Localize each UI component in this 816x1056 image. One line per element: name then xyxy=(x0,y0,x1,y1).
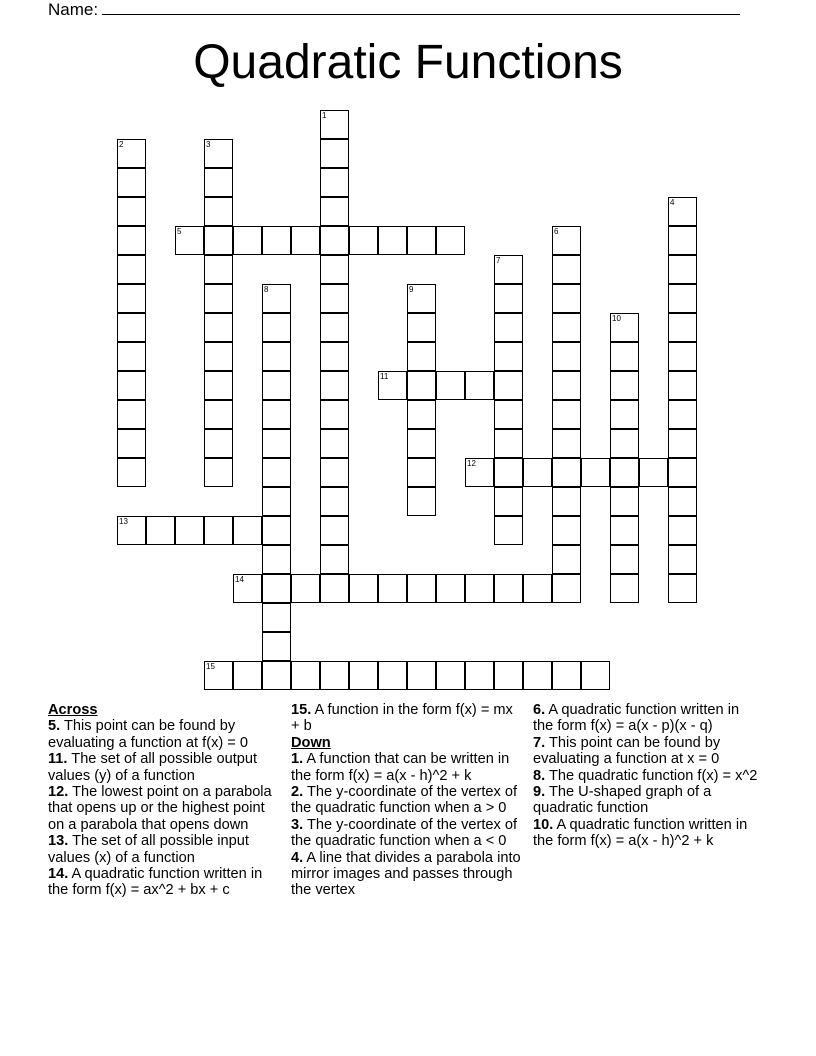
grid-cell[interactable] xyxy=(262,458,291,487)
grid-cell[interactable] xyxy=(204,516,233,545)
grid-cell[interactable] xyxy=(494,284,523,313)
grid-cell[interactable] xyxy=(204,458,233,487)
clue-down-4: 4. A line that divides a parabola into mirror images and passes through the vertex xyxy=(291,849,521,899)
grid-cell[interactable] xyxy=(320,574,349,603)
grid-cell[interactable] xyxy=(233,661,262,690)
grid-cell[interactable] xyxy=(436,661,465,690)
grid-cell[interactable] xyxy=(204,313,233,342)
grid-cell[interactable] xyxy=(117,516,146,545)
grid-cell[interactable] xyxy=(610,516,639,545)
grid-cell[interactable] xyxy=(494,574,523,603)
grid-cell[interactable] xyxy=(436,574,465,603)
grid-cell[interactable] xyxy=(262,226,291,255)
grid-cell[interactable] xyxy=(320,661,349,690)
clue-across-15: 15. A function in the form f(x) = mx + b xyxy=(291,702,513,735)
grid-cell[interactable] xyxy=(320,110,349,139)
grid-cell[interactable] xyxy=(552,545,581,574)
cell-number: 6 xyxy=(554,227,559,236)
grid-cell[interactable] xyxy=(494,429,523,458)
grid-cell[interactable] xyxy=(175,516,204,545)
grid-cell[interactable] xyxy=(262,661,291,690)
grid-cell[interactable] xyxy=(668,342,697,371)
grid-cell[interactable] xyxy=(320,545,349,574)
clue-down-3: 3. The y-coordinate of the vertex of the quadratic function when a < 0 xyxy=(291,816,518,850)
cell-number: 2 xyxy=(119,140,124,149)
grid-cell[interactable] xyxy=(436,371,465,400)
clue-down-1: 1. A function that can be written in the form f(x) = a(x - h)^2 + k xyxy=(291,751,510,784)
clue-across-13: 13. The set of all possible input values (x) of a function xyxy=(48,833,249,866)
grid-cell[interactable] xyxy=(262,400,291,429)
grid-cell[interactable] xyxy=(610,545,639,574)
grid-cell[interactable] xyxy=(407,458,436,487)
grid-cell[interactable] xyxy=(668,313,697,342)
grid-cell[interactable] xyxy=(494,516,523,545)
grid-cell[interactable] xyxy=(320,516,349,545)
cell-number: 12 xyxy=(467,459,476,468)
grid-cell[interactable] xyxy=(465,574,494,603)
grid-cell[interactable] xyxy=(668,255,697,284)
grid-cell[interactable] xyxy=(175,226,204,255)
grid-cell[interactable] xyxy=(668,545,697,574)
grid-cell[interactable] xyxy=(552,284,581,313)
grid-cell[interactable] xyxy=(494,661,523,690)
grid-cell[interactable] xyxy=(262,632,291,661)
grid-cell[interactable] xyxy=(610,342,639,371)
grid-cell[interactable] xyxy=(291,574,320,603)
clue-down-8: 8. The quadratic function f(x) = x^2 xyxy=(533,767,758,784)
grid-cell[interactable] xyxy=(407,429,436,458)
cell-number: 5 xyxy=(177,227,182,236)
grid-cell[interactable] xyxy=(668,371,697,400)
grid-cell[interactable] xyxy=(407,284,436,313)
grid-cell[interactable] xyxy=(262,371,291,400)
grid-cell[interactable] xyxy=(378,661,407,690)
grid-cell[interactable] xyxy=(320,284,349,313)
cell-number: 7 xyxy=(496,256,501,265)
grid-cell[interactable] xyxy=(610,313,639,342)
grid-cell[interactable] xyxy=(610,371,639,400)
grid-cell[interactable] xyxy=(204,139,233,168)
grid-cell[interactable] xyxy=(320,255,349,284)
grid-cell[interactable] xyxy=(146,516,175,545)
grid-cell[interactable] xyxy=(465,458,494,487)
grid-cell[interactable] xyxy=(262,516,291,545)
grid-cell[interactable] xyxy=(204,168,233,197)
grid-cell[interactable] xyxy=(233,516,262,545)
grid-cell[interactable] xyxy=(204,429,233,458)
grid-cell[interactable] xyxy=(204,226,233,255)
page-title: Quadratic Functions xyxy=(193,36,623,89)
down-heading: Down xyxy=(291,734,331,751)
grid-cell[interactable] xyxy=(320,429,349,458)
name-label: Name: xyxy=(48,0,99,19)
grid-cell[interactable] xyxy=(552,516,581,545)
grid-cell[interactable] xyxy=(494,458,523,487)
grid-cell[interactable] xyxy=(117,400,146,429)
grid-cell[interactable] xyxy=(262,313,291,342)
grid-cell[interactable] xyxy=(610,458,639,487)
grid-cell[interactable] xyxy=(320,139,349,168)
cell-number: 10 xyxy=(612,314,621,323)
grid-cell[interactable] xyxy=(552,429,581,458)
grid-cell[interactable] xyxy=(117,313,146,342)
grid-cell[interactable] xyxy=(204,342,233,371)
grid-cell[interactable] xyxy=(204,197,233,226)
grid-cell[interactable] xyxy=(117,139,146,168)
cell-number: 14 xyxy=(235,575,244,584)
grid-cell[interactable] xyxy=(262,342,291,371)
grid-cell[interactable] xyxy=(610,574,639,603)
clue-across-14: 14. A quadratic function written in the form f(x) = ax^2 + bx + c xyxy=(48,866,263,899)
grid-cell[interactable] xyxy=(407,342,436,371)
grid-cell[interactable] xyxy=(494,342,523,371)
grid-cell[interactable] xyxy=(117,342,146,371)
grid-cell[interactable] xyxy=(436,226,465,255)
grid-cell[interactable] xyxy=(320,342,349,371)
grid-cell[interactable] xyxy=(204,400,233,429)
grid-cell[interactable] xyxy=(668,197,697,226)
grid-cell[interactable] xyxy=(320,400,349,429)
grid-cell[interactable] xyxy=(668,429,697,458)
grid-cell[interactable] xyxy=(610,429,639,458)
grid-cell[interactable] xyxy=(320,168,349,197)
grid-cell[interactable] xyxy=(639,458,668,487)
cell-number: 9 xyxy=(409,285,414,294)
grid-cell[interactable] xyxy=(494,313,523,342)
clue-across-12: 12. The lowest point on a parabola that opens up or the highest point on a parabola that opens down xyxy=(48,784,272,833)
grid-cell[interactable] xyxy=(117,168,146,197)
grid-cell[interactable] xyxy=(407,400,436,429)
grid-cell[interactable] xyxy=(523,661,552,690)
grid-cell[interactable] xyxy=(233,574,262,603)
across-heading: Across xyxy=(48,702,98,718)
grid-cell[interactable] xyxy=(349,226,378,255)
grid-cell[interactable] xyxy=(552,574,581,603)
cell-number: 4 xyxy=(670,198,675,207)
grid-cell[interactable] xyxy=(320,371,349,400)
cell-number: 8 xyxy=(264,285,269,294)
grid-cell[interactable] xyxy=(117,284,146,313)
grid-cell[interactable] xyxy=(581,661,610,690)
grid-cell[interactable] xyxy=(204,284,233,313)
grid-cell[interactable] xyxy=(552,400,581,429)
clue-across-11: 11. The set of all possible output values (y) of a function xyxy=(48,751,258,784)
grid-cell[interactable] xyxy=(407,487,436,516)
grid-cell[interactable] xyxy=(204,371,233,400)
grid-cell[interactable] xyxy=(117,255,146,284)
grid-cell[interactable] xyxy=(378,226,407,255)
cell-number: 15 xyxy=(206,662,215,671)
grid-cell[interactable] xyxy=(349,574,378,603)
grid-cell[interactable] xyxy=(668,487,697,516)
grid-cell[interactable] xyxy=(291,226,320,255)
grid-cell[interactable] xyxy=(552,487,581,516)
grid-cell[interactable] xyxy=(320,313,349,342)
cell-number: 13 xyxy=(119,517,128,526)
grid-cell[interactable] xyxy=(233,226,262,255)
grid-cell[interactable] xyxy=(581,458,610,487)
grid-cell[interactable] xyxy=(117,197,146,226)
grid-cell[interactable] xyxy=(668,400,697,429)
clue-down-6: 6. A quadratic function written in the form f(x) = a(x - p)(x - q) xyxy=(533,702,740,735)
grid-cell[interactable] xyxy=(552,458,581,487)
grid-cell[interactable] xyxy=(320,487,349,516)
grid-cell[interactable] xyxy=(407,661,436,690)
grid-cell[interactable] xyxy=(610,400,639,429)
grid-cell[interactable] xyxy=(320,458,349,487)
grid-cell[interactable] xyxy=(262,429,291,458)
cell-number: 1 xyxy=(322,111,327,120)
grid-cell[interactable] xyxy=(668,458,697,487)
grid-cell[interactable] xyxy=(407,371,436,400)
grid-cell[interactable] xyxy=(610,487,639,516)
clue-across-5: 5. This point can be found by evaluating a function at f(x) = 0 xyxy=(48,718,248,751)
grid-cell[interactable] xyxy=(668,284,697,313)
grid-cell[interactable] xyxy=(465,371,494,400)
grid-cell[interactable] xyxy=(204,661,233,690)
grid-cell[interactable] xyxy=(117,226,146,255)
clues-column-2 xyxy=(291,702,525,899)
grid-cell[interactable] xyxy=(262,574,291,603)
grid-cell[interactable] xyxy=(494,487,523,516)
cell-number: 3 xyxy=(206,140,211,149)
grid-cell[interactable] xyxy=(552,255,581,284)
grid-cell[interactable] xyxy=(407,574,436,603)
clue-down-7: 7. This point can be found by evaluating a function at x = 0 xyxy=(533,734,721,768)
grid-cell[interactable] xyxy=(320,197,349,226)
grid-cell[interactable] xyxy=(291,661,320,690)
grid-cell[interactable] xyxy=(494,371,523,400)
grid-cell[interactable] xyxy=(552,371,581,400)
grid-cell[interactable] xyxy=(552,661,581,690)
grid-cell[interactable] xyxy=(552,313,581,342)
cell-number: 11 xyxy=(380,372,389,381)
clue-down-10: 10. A quadratic function written in the form f(x) = a(x - h)^2 + k xyxy=(533,816,748,850)
grid-cell[interactable] xyxy=(117,429,146,458)
grid-cell[interactable] xyxy=(668,516,697,545)
clue-down-2: 2. The y-coordinate of the vertex of the quadratic function when a > 0 xyxy=(291,784,518,817)
grid-cell[interactable] xyxy=(668,574,697,603)
grid-cell[interactable] xyxy=(523,574,552,603)
grid-cell[interactable] xyxy=(552,342,581,371)
grid-cell[interactable] xyxy=(378,371,407,400)
grid-cell[interactable] xyxy=(262,284,291,313)
clues-column-1 xyxy=(48,702,284,899)
grid-cell[interactable] xyxy=(523,458,552,487)
grid-cell[interactable] xyxy=(262,545,291,574)
grid-cell[interactable] xyxy=(262,487,291,516)
grid-cell[interactable] xyxy=(494,255,523,284)
grid-cell[interactable] xyxy=(320,226,349,255)
clue-down-9: 9. The U-shaped graph of a quadratic function xyxy=(533,784,712,817)
grid-cell[interactable] xyxy=(378,574,407,603)
grid-cell[interactable] xyxy=(668,226,697,255)
grid-cell[interactable] xyxy=(262,603,291,632)
clues-column-3 xyxy=(533,702,759,850)
grid-cell[interactable] xyxy=(204,255,233,284)
grid-cell[interactable] xyxy=(552,226,581,255)
grid-cell[interactable] xyxy=(494,400,523,429)
grid-cell[interactable] xyxy=(407,313,436,342)
grid-cell[interactable] xyxy=(117,371,146,400)
grid-cell[interactable] xyxy=(407,226,436,255)
grid-cell[interactable] xyxy=(465,661,494,690)
grid-cell[interactable] xyxy=(349,661,378,690)
grid-cell[interactable] xyxy=(117,458,146,487)
